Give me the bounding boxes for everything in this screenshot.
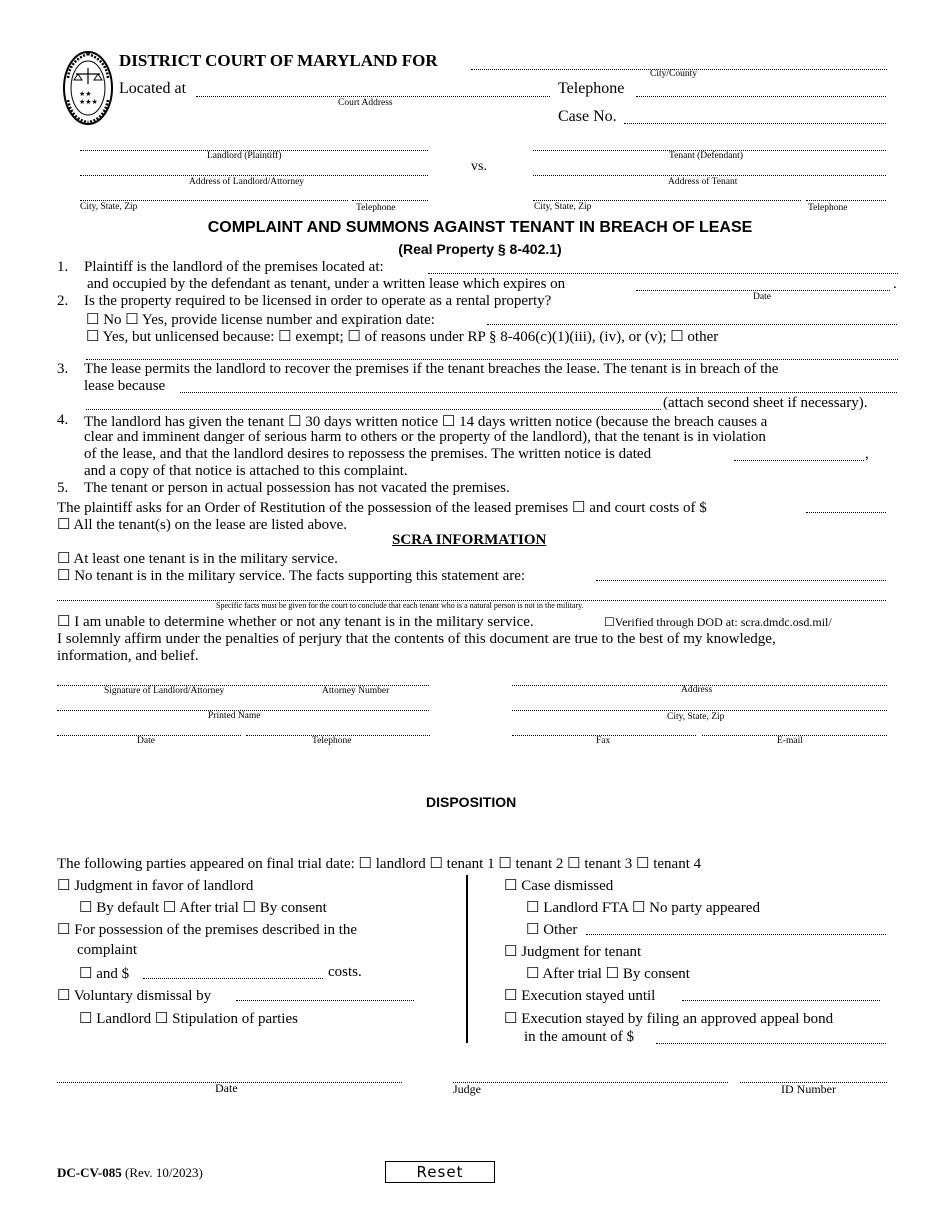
possession-checkbox[interactable]: ☐ For possession of the premises described in the [57,922,358,938]
landlord-telephone-field[interactable] [352,200,428,201]
address-label: Address [681,685,713,695]
voluntary-dismissal-checkbox[interactable]: ☐ Voluntary dismissal by [57,988,212,1004]
dismissal-options[interactable]: ☐ Landlord ☐ Stipulation of parties [79,1011,298,1027]
case-dismissed-checkbox[interactable]: ☐ Case dismissed [504,878,614,894]
signature-label: Signature of Landlord/Attorney [104,686,225,696]
execution-stayed-until-field[interactable] [682,1000,880,1001]
form-subtitle: (Real Property § 8-402.1) [398,241,562,257]
scra-heading: SCRA INFORMATION [392,532,547,548]
city-county-label: City/County [650,69,697,79]
license-options[interactable]: ☐ No ☐ Yes, provide license number and expiration date: [86,312,435,328]
item-2-text: Is the property required to be licensed in order to operate as a rental property? [84,293,552,309]
disposition-date-label: Date [215,1081,238,1095]
appeal-bond-checkbox[interactable]: ☐ Execution stayed by filing an approved appeal bond [504,1011,834,1027]
judgment-type-options[interactable]: ☐ By default ☐ After trial ☐ By consent [79,900,327,916]
other-reason-field[interactable] [586,934,886,935]
landlord-address-field[interactable] [80,175,428,176]
attach-sheet-note: (attach second sheet if necessary). [663,395,868,411]
judge-label: Judge [453,1082,481,1096]
case-no-field[interactable] [624,123,886,124]
judgment-landlord-checkbox[interactable]: ☐ Judgment in favor of landlord [57,878,254,894]
court-title: DISTRICT COURT OF MARYLAND FOR [119,51,438,70]
item-1-period: . [893,276,897,292]
signer-city-label: City, State, Zip [667,712,725,722]
affirmation-line-2: information, and belief. [57,648,199,664]
appeal-bond-amount-field[interactable] [656,1043,886,1044]
lease-date-label: Date [753,292,771,302]
landlord-label: Landlord (Plaintiff) [207,151,282,161]
parties-appeared[interactable]: The following parties appeared on final trial date: ☐ landlord ☐ tenant 1 ☐ tenant 2 ☐ tenant 3 ☐ tenant 4 [57,856,702,872]
scra-facts-label: Specific facts must be given for the court to conclude that each tenant who is a natural person is not in the military. [216,601,584,610]
judgment-tenant-checkbox[interactable]: ☐ Judgment for tenant [504,944,642,960]
item-1-text: Plaintiff is the landlord of the premises located at: [84,259,384,275]
signer-telephone-label: Telephone [312,736,352,746]
tenant-label: Tenant (Defendant) [669,151,743,161]
affirmation-line-1: I solemnly affirm under the penalties of perjury that the contents of this document are true to the best of my knowledge, [57,631,776,647]
item-4-line-4: and a copy of that notice is attached to this complaint. [84,463,408,479]
judge-field[interactable] [453,1082,728,1083]
printed-name-label: Printed Name [208,711,261,721]
unlicensed-reason-field[interactable] [86,359,898,360]
tenant-address-field[interactable] [533,175,886,176]
item-1-lease-text: and occupied by the defendant as tenant, under a written lease which expires on [87,276,566,292]
signature-date-label: Date [137,736,155,746]
item-3-number: 3. [57,361,69,377]
notice-date-field[interactable] [734,460,864,461]
item-1-number: 1. [57,259,69,275]
disposition-divider [466,875,468,1043]
tenant-telephone-label: Telephone [808,203,848,213]
scra-verified-checkbox[interactable]: ☐Verified through DOD at: scra.dmdc.osd.mil/ [604,615,832,629]
item-3-lease-because: lease because [84,378,166,394]
dismissal-by-field[interactable] [236,1000,414,1001]
fax-label: Fax [596,736,611,746]
attorney-number-label: Attorney Number [322,686,390,696]
landlord-city-label: City, State, Zip [80,202,138,212]
unlicensed-options[interactable]: ☐ Yes, but unlicensed because: ☐ exempt; ☐ of reasons under RP § 8-406(c)(1)(iii), (iv), or (v); ☐ other [86,329,719,345]
scra-facts-field-1[interactable] [596,580,886,581]
costs-amount-field[interactable] [143,978,323,979]
dismissal-reason-options[interactable]: ☐ Landlord FTA ☐ No party appeared [526,900,760,916]
restitution-request[interactable]: The plaintiff asks for an Order of Restitution of the possession of the leased premises ☐ and court costs of $ [57,500,707,516]
tenant-telephone-field[interactable] [806,200,886,201]
item-4-comma: , [865,446,869,462]
premises-address-field[interactable] [428,273,898,274]
item-3-text: The lease permits the landlord to recover the premises if the tenant breaches the lease. The tenant is in breach of the [84,361,779,377]
item-5-number: 5. [57,480,69,496]
scra-military-checkbox[interactable]: ☐ At least one tenant is in the military service. [57,551,338,567]
landlord-telephone-label: Telephone [356,203,396,213]
all-tenants-listed-checkbox[interactable]: ☐ All the tenant(s) on the lease are listed above. [57,517,348,533]
tenant-city-label: City, State, Zip [534,202,592,212]
and-costs-checkbox[interactable]: ☐ and $ [79,966,130,982]
form-revision: (Rev. 10/2023) [125,1165,203,1180]
item-4-line-1[interactable]: The landlord has given the tenant ☐ 30 days written notice ☐ 14 days written notice (because the breach causes a [84,414,768,430]
court-telephone-field[interactable] [636,96,886,97]
court-address-field[interactable] [196,96,550,97]
breach-reason-field-2[interactable] [86,409,661,410]
appeal-bond-amount-text: in the amount of $ [524,1029,634,1045]
breach-reason-field-1[interactable] [180,392,897,393]
lease-expiration-field[interactable] [636,290,890,291]
telephone-label: Telephone [558,80,625,97]
court-seal-logo [62,50,114,126]
possession-complaint-text: complaint [77,942,137,958]
court-address-label: Court Address [338,98,393,108]
svg-text:★★★: ★★★ [79,98,98,106]
tenant-address-label: Address of Tenant [668,177,738,187]
located-at-label: Located at [119,80,187,97]
id-number-label: ID Number [781,1082,836,1096]
case-no-label: Case No. [558,108,617,125]
court-costs-field[interactable] [806,512,886,513]
tenant-city-field[interactable] [533,200,801,201]
item-2-number: 2. [57,293,69,309]
landlord-city-field[interactable] [80,200,348,201]
email-label: E-mail [777,736,803,746]
license-number-field[interactable] [487,324,897,325]
item-4-line-3: of the lease, and that the landlord desires to repossess the premises. The written notice is dated [84,446,652,462]
item-4-number: 4. [57,412,69,428]
reset-button[interactable]: Reset [385,1161,495,1183]
svg-text:★★: ★★ [79,90,92,98]
form-number: DC-CV-085 [57,1165,122,1180]
landlord-address-label: Address of Landlord/Attorney [189,177,305,187]
costs-text: costs. [328,964,362,980]
execution-stayed-checkbox[interactable]: ☐ Execution stayed until [504,988,656,1004]
form-id [57,1165,203,1181]
item-5-text: The tenant or person in actual possession has not vacated the premises. [84,480,510,496]
disposition-heading: DISPOSITION [426,794,517,810]
scra-not-military-checkbox[interactable]: ☐ No tenant is in the military service. The facts supporting this statement are: [57,568,526,584]
scra-unable-checkbox[interactable]: ☐ I am unable to determine whether or not any tenant is in the military service. [57,614,534,630]
form-title: COMPLAINT AND SUMMONS AGAINST TENANT IN BREACH OF LEASE [207,219,753,236]
vs-label: vs. [471,159,487,174]
other-checkbox[interactable]: ☐ Other [526,922,578,938]
tenant-judgment-options[interactable]: ☐ After trial ☐ By consent [526,966,690,982]
item-4-line-2: clear and imminent danger of serious harm to others or the property of the landlord), that the tenant is in violation [84,429,766,445]
signer-city-field[interactable] [512,710,887,711]
